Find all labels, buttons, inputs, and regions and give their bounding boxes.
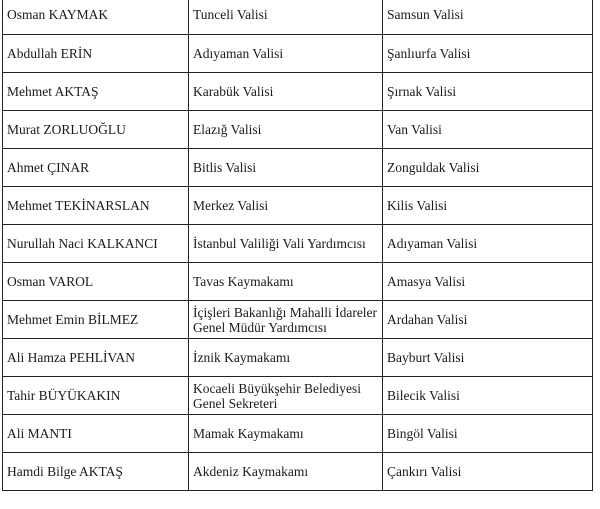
current-position-cell: Elazığ Valisi [189, 111, 383, 149]
current-position-cell: Kocaeli Büyükşehir Belediyesi Genel Sekreteri [189, 377, 383, 415]
table-row [3, 149, 593, 187]
current-position-cell: Bitlis Valisi [189, 149, 383, 187]
new-position-cell: Adıyaman Valisi [383, 225, 593, 263]
name-cell: Hamdi Bilge AKTAŞ [3, 453, 189, 491]
new-position-cell: Bayburt Valisi [383, 339, 593, 377]
table-row [3, 377, 593, 415]
new-position-cell: Zonguldak Valisi [383, 149, 593, 187]
name-cell: Mehmet TEKİNARSLAN [3, 187, 189, 225]
current-position-cell: İstanbul Valiliği Vali Yardımcısı [189, 225, 383, 263]
current-position-cell: Tavas Kaymakamı [189, 263, 383, 301]
name-cell: Osman VAROL [3, 263, 189, 301]
name-cell: Ahmet ÇINAR [3, 149, 189, 187]
name-cell: Tahir BÜYÜKAKIN [3, 377, 189, 415]
current-position-cell: Adıyaman Valisi [189, 35, 383, 73]
current-position-cell: Akdeniz Kaymakamı [189, 453, 383, 491]
appointments-table [2, 0, 593, 491]
new-position-cell: Bilecik Valisi [383, 377, 593, 415]
name-cell: Murat ZORLUOĞLU [3, 111, 189, 149]
new-position-cell: Şırnak Valisi [383, 73, 593, 111]
current-position-cell: Karabük Valisi [189, 73, 383, 111]
new-position-cell: Kilis Valisi [383, 187, 593, 225]
new-position-cell: Samsun Valisi [383, 0, 593, 35]
table-row [3, 415, 593, 453]
name-cell: Abdullah ERİN [3, 35, 189, 73]
name-cell: Ali Hamza PEHLİVAN [3, 339, 189, 377]
new-position-cell: Amasya Valisi [383, 263, 593, 301]
new-position-cell: Ardahan Valisi [383, 301, 593, 339]
table-row [3, 301, 593, 339]
table-row [3, 187, 593, 225]
table-row [3, 453, 593, 491]
name-cell: Nurullah Naci KALKANCI [3, 225, 189, 263]
current-position-cell: Mamak Kaymakamı [189, 415, 383, 453]
new-position-cell: Van Valisi [383, 111, 593, 149]
current-position-cell: İznik Kaymakamı [189, 339, 383, 377]
current-position-cell: Tunceli Valisi [189, 0, 383, 35]
new-position-cell: Çankırı Valisi [383, 453, 593, 491]
current-position-cell: İçişleri Bakanlığı Mahalli İdareler Genel Müdür Yardımcısı [189, 301, 383, 339]
table-row [3, 35, 593, 73]
new-position-cell: Şanlıurfa Valisi [383, 35, 593, 73]
table-row [3, 111, 593, 149]
table-row [3, 263, 593, 301]
appointments-table-body [3, 0, 593, 491]
new-position-cell: Bingöl Valisi [383, 415, 593, 453]
table-row [3, 339, 593, 377]
table-row [3, 73, 593, 111]
name-cell: Mehmet AKTAŞ [3, 73, 189, 111]
name-cell: Ali MANTI [3, 415, 189, 453]
name-cell: Osman KAYMAK [3, 0, 189, 35]
table-row [3, 225, 593, 263]
current-position-cell: Merkez Valisi [189, 187, 383, 225]
table-row [3, 0, 593, 35]
name-cell: Mehmet Emin BİLMEZ [3, 301, 189, 339]
